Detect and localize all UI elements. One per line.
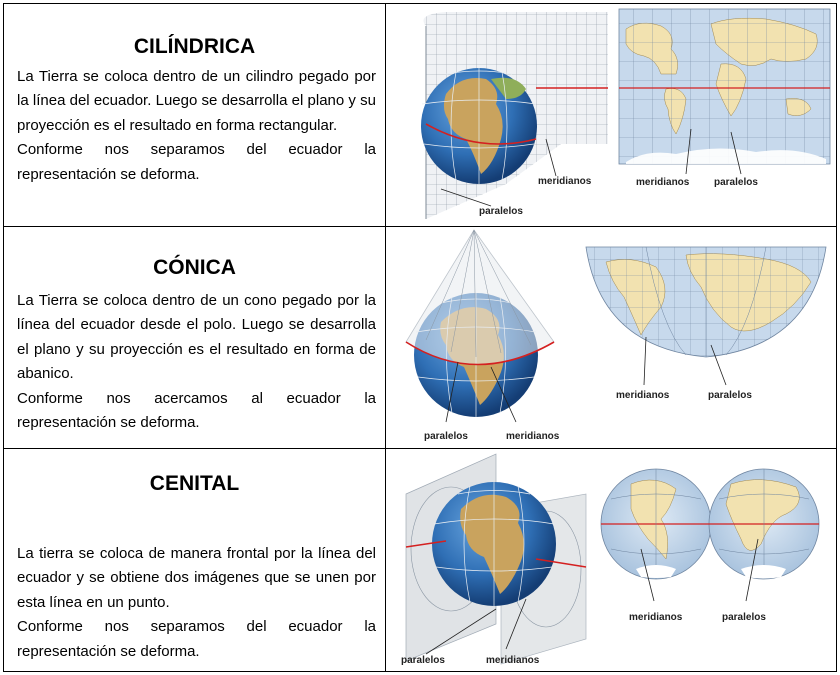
hemisphere-maps [601, 469, 819, 579]
label-meridianos-map: meridianos [636, 177, 690, 188]
label-paralelos-map: paralelos [714, 177, 758, 188]
projections-table [3, 3, 837, 672]
label-meridianos-globe: meridianos [486, 655, 540, 666]
cone-shape [406, 230, 554, 365]
label-paralelos-map: paralelos [708, 390, 752, 401]
label-meridianos-map: meridianos [616, 390, 670, 401]
label-meridianos-globe: meridianos [506, 431, 560, 442]
label-meridianos-globe: meridianos [538, 176, 592, 187]
description-conica [17, 289, 376, 435]
globe-icon [421, 68, 537, 184]
paragraph-conica-1: La Tierra se coloca dentro de un cono pegado por la línea del ecuador desde el polo. Luego se desarrolla el plano y su proyección es el resultado en forma de abanico. [17, 292, 376, 383]
label-paralelos-globe: paralelos [479, 206, 523, 217]
label-meridianos-map: meridianos [629, 612, 683, 623]
paragraph-conica-2: Conforme nos acercamos al ecuador la representación se deforma. [17, 389, 376, 432]
paragraph-cenital-1: La tierra se coloca de manera frontal por la línea del ecuador y se obtiene dos imágenes que se unen por esta línea en un punto. [17, 545, 376, 611]
label-paralelos-globe: paralelos [401, 655, 445, 666]
azimuthal-illustration [386, 449, 836, 671]
title-cenital: CENITAL [149, 472, 240, 495]
image-cell-conica [386, 227, 837, 449]
conic-map [586, 247, 826, 357]
image-cell-cenital [386, 449, 837, 672]
cylindrical-map [619, 9, 830, 164]
row-conica [4, 227, 837, 449]
text-cell-cenital [4, 449, 386, 672]
description-cenital [17, 542, 376, 664]
paragraph-cenital-2: Conforme nos separamos del ecuador la representación se deforma. [17, 618, 376, 660]
label-paralelos-globe: paralelos [424, 431, 468, 442]
title-conica: CÓNICA [153, 256, 236, 279]
conic-illustration [386, 227, 836, 448]
row-cenital [4, 449, 837, 672]
title-cilindrica: CILÍNDRICA [133, 35, 256, 58]
globe-icon [432, 482, 556, 606]
text-cell-conica [4, 227, 386, 449]
description-cilindrica [17, 65, 376, 187]
cylindrical-illustration [386, 4, 836, 226]
paragraph-cilindrica-1: La Tierra se coloca dentro de un cilindro pegado por la línea del ecuador. Luego se desarrolla el plano y su proyección es el resultado en forma rectangular. [17, 68, 376, 134]
label-paralelos-map: paralelos [722, 612, 766, 623]
paragraph-cilindrica-2: Conforme nos separamos del ecuador la representación se deforma. [17, 141, 376, 183]
text-cell-cilindrica [4, 4, 386, 227]
row-cilindrica [4, 4, 837, 227]
image-cell-cilindrica [386, 4, 837, 227]
